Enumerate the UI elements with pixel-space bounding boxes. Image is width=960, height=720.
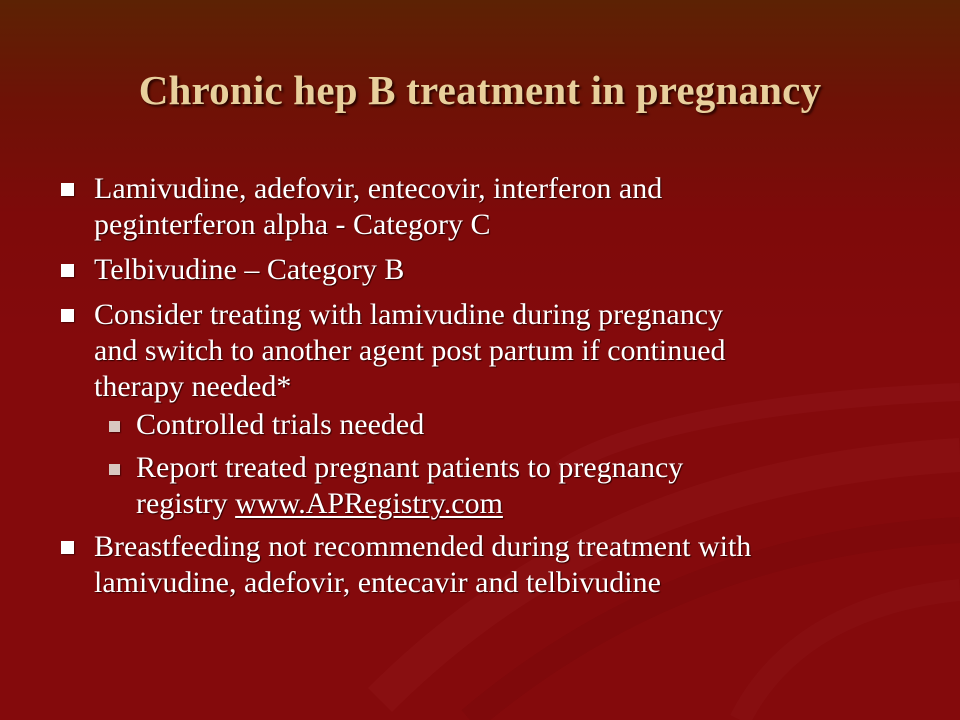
bullet-item <box>0 252 960 288</box>
bullet-text-line: therapy needed* <box>94 370 292 403</box>
apregistry-link[interactable]: www.APRegistry.com <box>235 487 503 520</box>
square-bullet-icon <box>61 541 74 554</box>
sub-bullet-text-line: Controlled trials needed <box>136 408 425 441</box>
sub-bullet-item <box>0 407 960 443</box>
bullet-text-line: peginterferon alpha - Category C <box>94 208 491 241</box>
registry-label: registry <box>136 487 236 520</box>
bullet-text-line: lamivudine, adefovir, entecavir and telbivudine <box>94 566 661 599</box>
bullet-item <box>0 171 960 243</box>
slide-title: Chronic hep B treatment in pregnancy <box>138 67 822 113</box>
sub-bullet-text-line <box>136 486 960 522</box>
bullet-text-line: Lamivudine, adefovir, entecovir, interferon and <box>94 172 663 205</box>
square-bullet-icon <box>61 264 74 277</box>
small-square-bullet-icon <box>109 421 120 432</box>
sub-bullet-item <box>0 450 960 522</box>
bullet-list <box>0 171 960 610</box>
bullet-text-line: Breastfeeding not recommended during treatment with <box>94 530 752 563</box>
sub-bullet-text-line: Report treated pregnant patients to pregnancy <box>136 451 684 484</box>
bullet-text-line: and switch to another agent post partum if continued <box>94 334 726 367</box>
bullet-text-line: Telbivudine – Category B <box>94 253 405 286</box>
square-bullet-icon <box>61 309 74 322</box>
small-square-bullet-icon <box>109 464 120 475</box>
bullet-item <box>0 529 960 601</box>
square-bullet-icon <box>61 183 74 196</box>
bullet-item <box>0 297 960 405</box>
bullet-text-line: Consider treating with lamivudine during pregnancy <box>94 298 724 331</box>
